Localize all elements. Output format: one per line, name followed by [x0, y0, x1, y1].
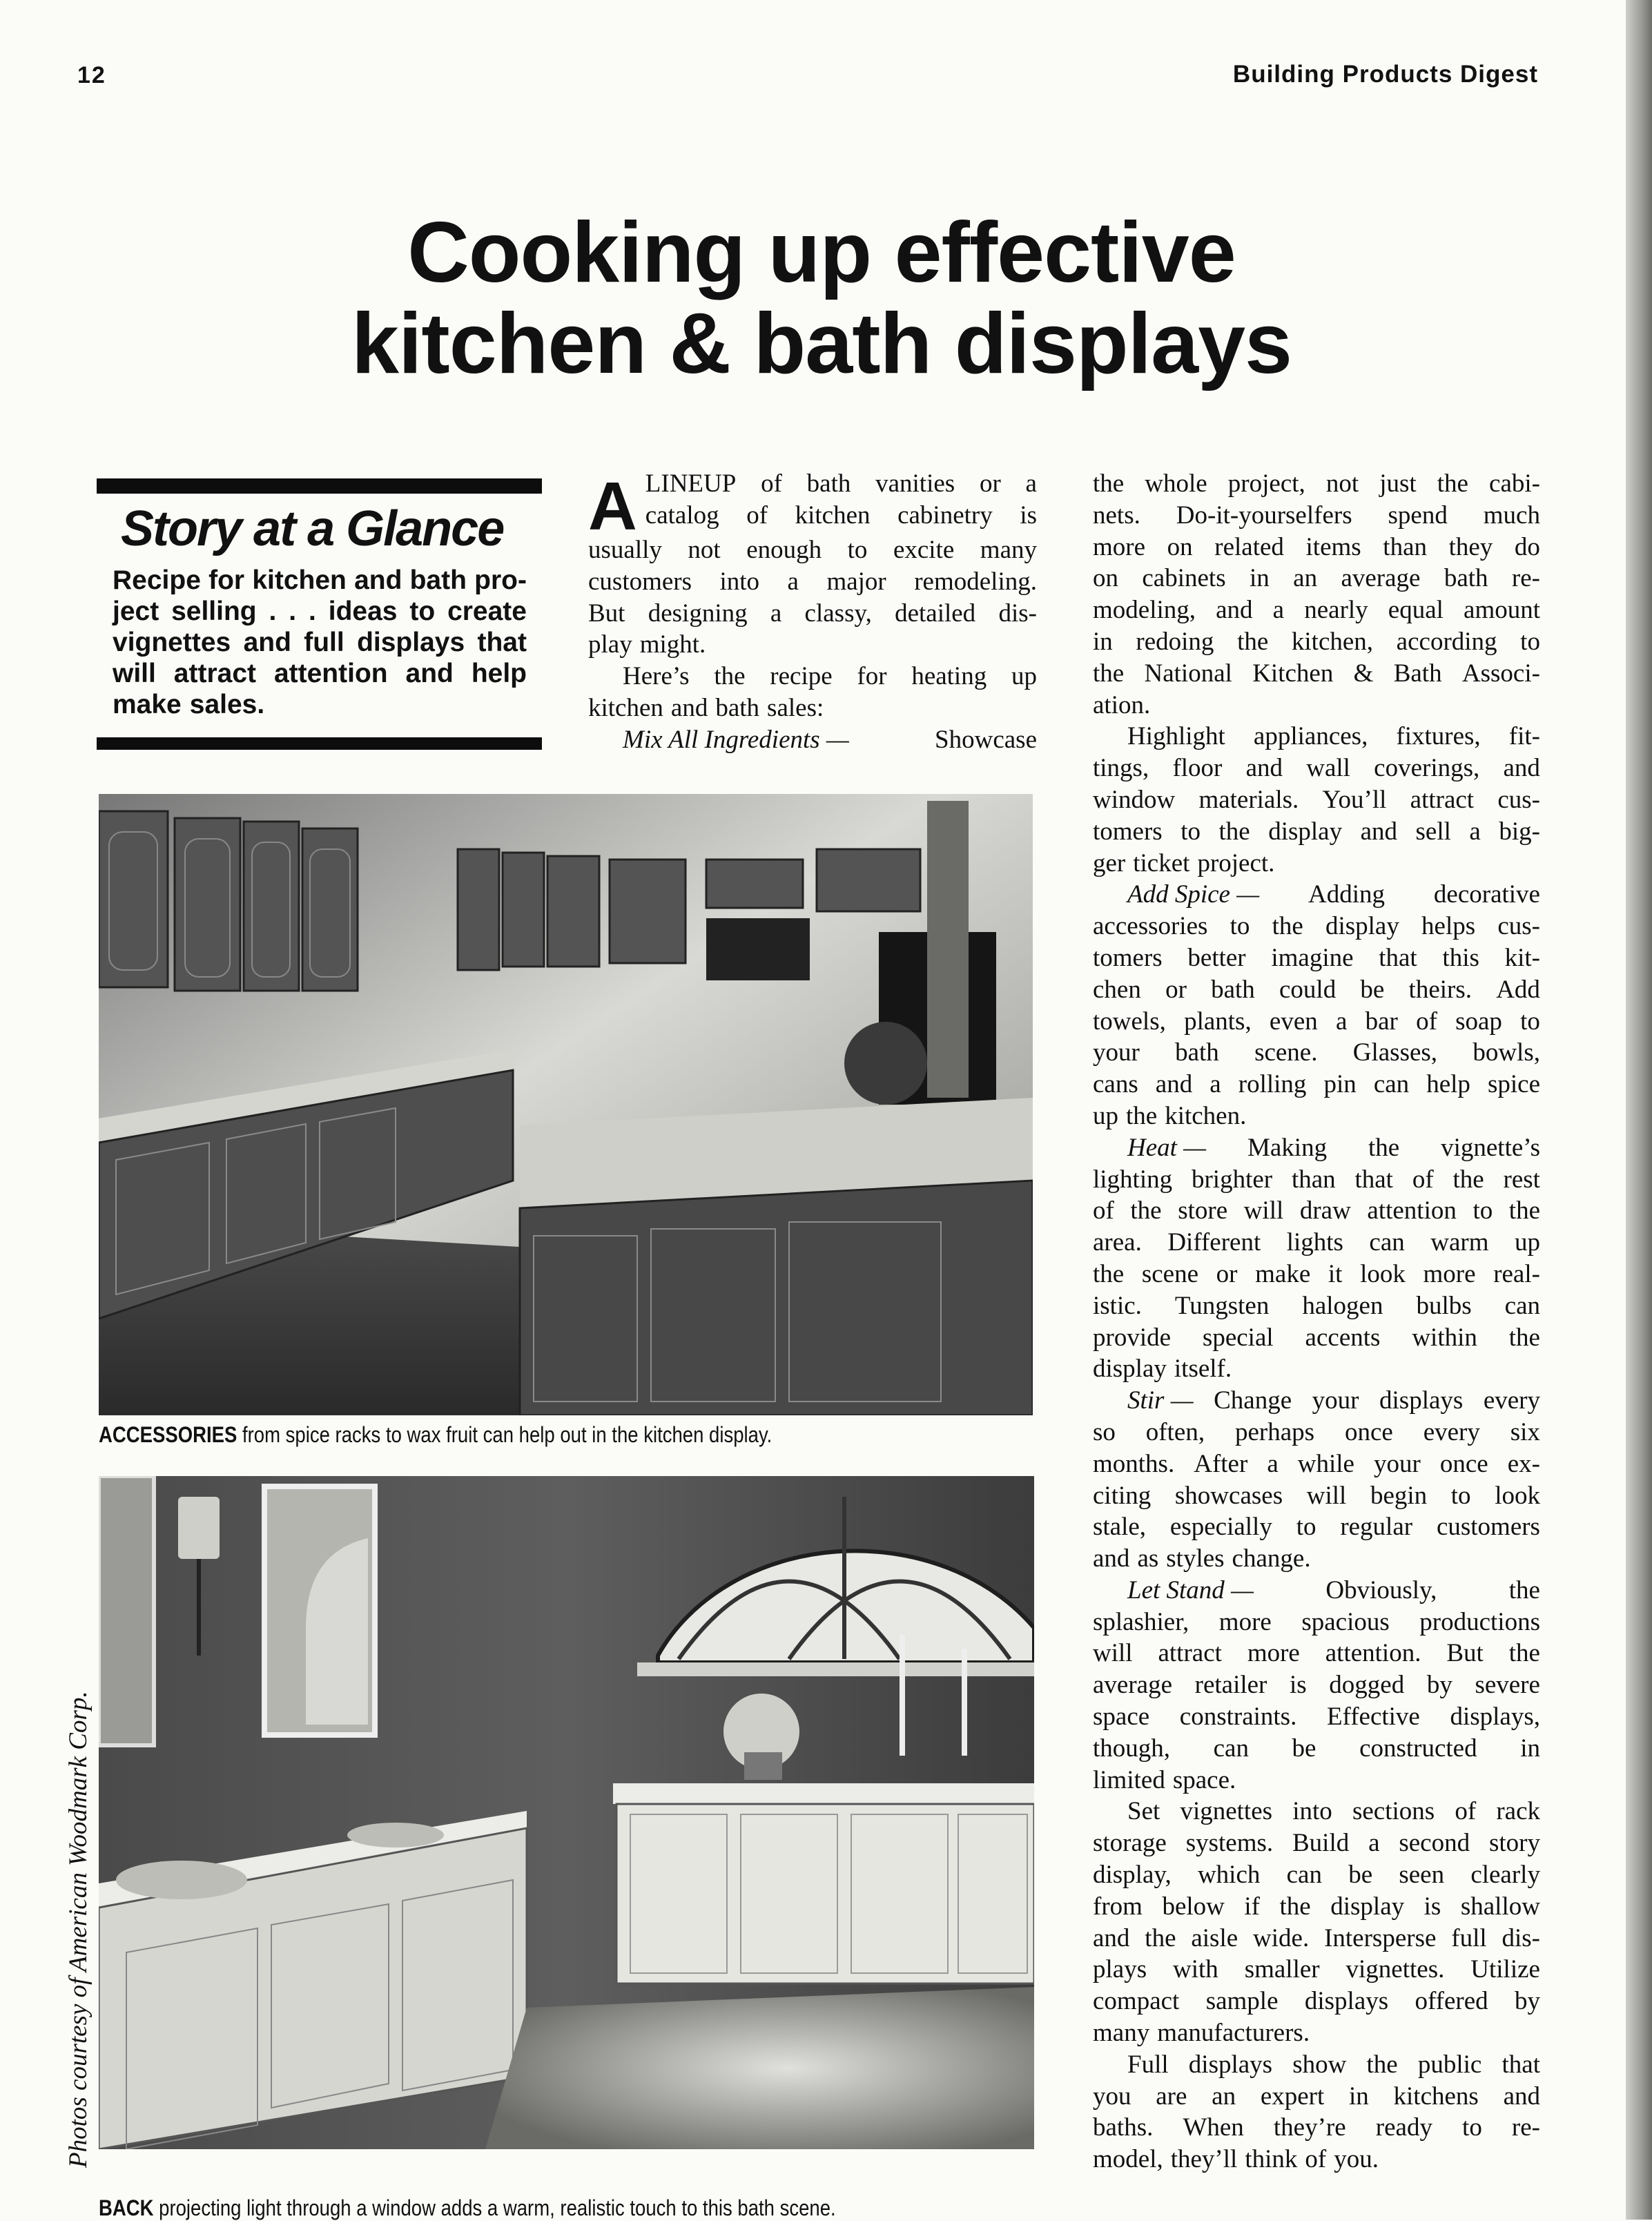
text-line: istic. Tungsten halogen bulbs can — [1093, 1291, 1540, 1320]
text-line: space constraints. Effective displays, — [1093, 1703, 1540, 1732]
text-line: towels, plants, even a bar of soap to — [1093, 1007, 1540, 1036]
mix-tail-text: Showcase — [935, 725, 1037, 754]
text-line: ation. — [1093, 690, 1151, 719]
text-line: ger ticket project. — [1093, 848, 1275, 877]
text-line: area. Different lights can warm up — [1093, 1228, 1540, 1257]
kitchen-caption-lead: ACCESSORIES — [99, 1422, 237, 1447]
text-line: citing showcases will begin to look — [1093, 1481, 1540, 1510]
text-line: the whole project, not just the cabi- — [1093, 469, 1540, 498]
drop-cap: A — [588, 468, 637, 544]
text-line: Highlight appliances, fixtures, fit- — [1127, 722, 1540, 751]
text-line: provide special accents within the — [1093, 1323, 1540, 1352]
article-paragraph — [1093, 721, 1540, 879]
page-binding-edge — [1626, 0, 1652, 2220]
paragraph-subhead: Stir — — [1127, 1386, 1194, 1415]
text-line: compact sample displays offered by — [1093, 1987, 1540, 2016]
text-line: display, which can be seen clearly — [1093, 1861, 1540, 1890]
text-line: cans and a rolling pin can help spice — [1093, 1070, 1540, 1099]
paragraph-subhead: Let Stand — — [1127, 1575, 1254, 1604]
text-line: kitchen and bath sales: — [588, 693, 824, 722]
text-line: more on related items than they do — [1093, 532, 1540, 561]
text-line: of the store will draw attention to the — [1093, 1196, 1540, 1225]
text-line: tomers to the display and sell a big- — [1093, 817, 1540, 846]
text-line: limited space. — [1093, 1765, 1236, 1794]
text-line: nets. Do-it-yourselfers spend much — [1093, 501, 1540, 530]
sidebar-summary — [113, 565, 527, 720]
article-paragraph — [1093, 1385, 1540, 1575]
text-line: Add Spice — Adding decorative — [1093, 879, 1540, 911]
text-line: and the aisle wide. Intersperse full dis- — [1093, 1923, 1540, 1952]
paragraph-subhead: Add Spice — — [1127, 880, 1260, 909]
text-line: the National Kitchen & Bath Associ- — [1093, 659, 1540, 688]
middle-body — [588, 534, 1037, 724]
bath-caption-lead: BACK — [99, 2195, 154, 2220]
bath-photo-caption — [99, 2195, 836, 2221]
text-line: catalog of kitchen cabinetry is — [645, 501, 1037, 530]
text-line: model, they’ll think of you. — [1093, 2145, 1379, 2174]
text-line: But designing a classy, detailed dis- — [588, 599, 1037, 628]
text-line: plays with smaller vignettes. Utilize — [1093, 1955, 1540, 1984]
text-line: make sales. — [113, 690, 265, 719]
text-line: play might. — [588, 630, 706, 659]
text-line: in redoing the kitchen, according to — [1093, 627, 1540, 656]
article-paragraph — [1093, 468, 1540, 721]
article-paragraph — [1093, 879, 1540, 1132]
text-line: from below if the display is shallow — [1093, 1892, 1540, 1921]
article-paragraph — [1093, 1575, 1540, 1796]
text-line: storage systems. Build a second story — [1093, 1829, 1540, 1858]
text-line: Recipe for kitchen and bath pro- — [113, 565, 527, 595]
text-line: will attract attention and help — [113, 659, 527, 688]
text-line: accessories to the display helps cus- — [1093, 912, 1540, 941]
intro-lines — [588, 468, 1037, 544]
text-line: window materials. You’ll attract cus- — [1093, 785, 1540, 814]
kitchen-display-photo — [99, 794, 1033, 1415]
text-line: display itself. — [1093, 1355, 1232, 1384]
sidebar-bottom-rule — [97, 737, 542, 750]
text-line: so often, perhaps once every six — [1093, 1417, 1540, 1446]
text-line: up the kitchen. — [1093, 1101, 1247, 1130]
text-line: Let Stand — Obviously, the — [1093, 1575, 1540, 1607]
text-line: Stir — Change your displays every — [1093, 1385, 1540, 1417]
text-line: the scene or make it look more real- — [1093, 1259, 1540, 1288]
headline-line-1: Cooking up effective — [407, 205, 1236, 300]
text-line: LINEUP of bath vanities or a — [645, 469, 1037, 498]
article-paragraph — [1093, 2049, 1540, 2175]
article-column-middle — [588, 468, 1037, 756]
sidebar-title: Story at a Glance — [121, 501, 504, 556]
article-column-right — [1093, 468, 1540, 2175]
text-line: tomers better imagine that this kit- — [1093, 943, 1540, 972]
text-line: splashier, more spacious productions — [1093, 1607, 1540, 1636]
text-line: and as styles change. — [1093, 1544, 1311, 1573]
text-line: Heat — Making the vignette’s — [1093, 1132, 1540, 1164]
text-line: usually not enough to excite many — [588, 536, 1037, 564]
article-headline — [124, 207, 1519, 389]
sidebar-top-rule — [97, 478, 542, 494]
bath-caption-text: projecting light through a window adds a warm, realistic touch to this bath scene. — [159, 2195, 836, 2220]
article-paragraph — [1093, 1132, 1540, 1385]
text-line: your bath scene. Glasses, bowls, — [1093, 1038, 1540, 1067]
text-line: though, can be constructed in — [1093, 1734, 1540, 1763]
text-line: you are an expert in kitchens and — [1093, 2082, 1540, 2111]
text-line: lighting brighter than that of the rest — [1093, 1165, 1540, 1194]
text-line: months. After a while your once ex- — [1093, 1449, 1540, 1478]
kitchen-caption-text: from spice racks to wax fruit can help out in the kitchen display. — [242, 1422, 772, 1447]
text-line: will attract more attention. But the — [1093, 1639, 1540, 1668]
headline-line-2: kitchen & bath displays — [351, 296, 1292, 391]
text-line: chen or bath could be theirs. Add — [1093, 975, 1540, 1004]
text-line: stale, especially to regular customers — [1093, 1513, 1540, 1542]
text-line: Set vignettes into sections of rack — [1127, 1797, 1540, 1826]
text-line: customers into a major remodeling. — [588, 567, 1037, 596]
text-line: on cabinets in an average bath re- — [1093, 564, 1540, 593]
publication-name: Building Products Digest — [1232, 61, 1538, 88]
photo-credit: Photos courtesy of American Woodmark Corp. — [64, 1691, 93, 2168]
text-line: many manufacturers. — [1093, 2019, 1310, 2048]
page-number: 12 — [77, 62, 106, 88]
text-line: tings, floor and wall coverings, and — [1093, 754, 1540, 783]
text-line: baths. When they’re ready to re- — [1093, 2113, 1540, 2142]
text-line: vignettes and full displays that — [113, 628, 527, 657]
text-line: Here’s the recipe for heating up — [623, 662, 1037, 691]
article-paragraph — [1093, 1796, 1540, 2048]
kitchen-photo-caption — [99, 1422, 772, 1448]
text-line: ject selling . . . ideas to create — [113, 597, 527, 626]
paragraph-subhead: Heat — — [1127, 1133, 1207, 1162]
text-line: average retailer is dogged by severe — [1093, 1671, 1540, 1700]
bath-display-photo — [99, 1476, 1034, 2149]
text-line: modeling, and a nearly equal amount — [1093, 596, 1540, 625]
text-line: Full displays show the public that — [1127, 2050, 1540, 2079]
subhead-mix-all-ingredients: Mix All Ingredients — — [623, 725, 849, 754]
